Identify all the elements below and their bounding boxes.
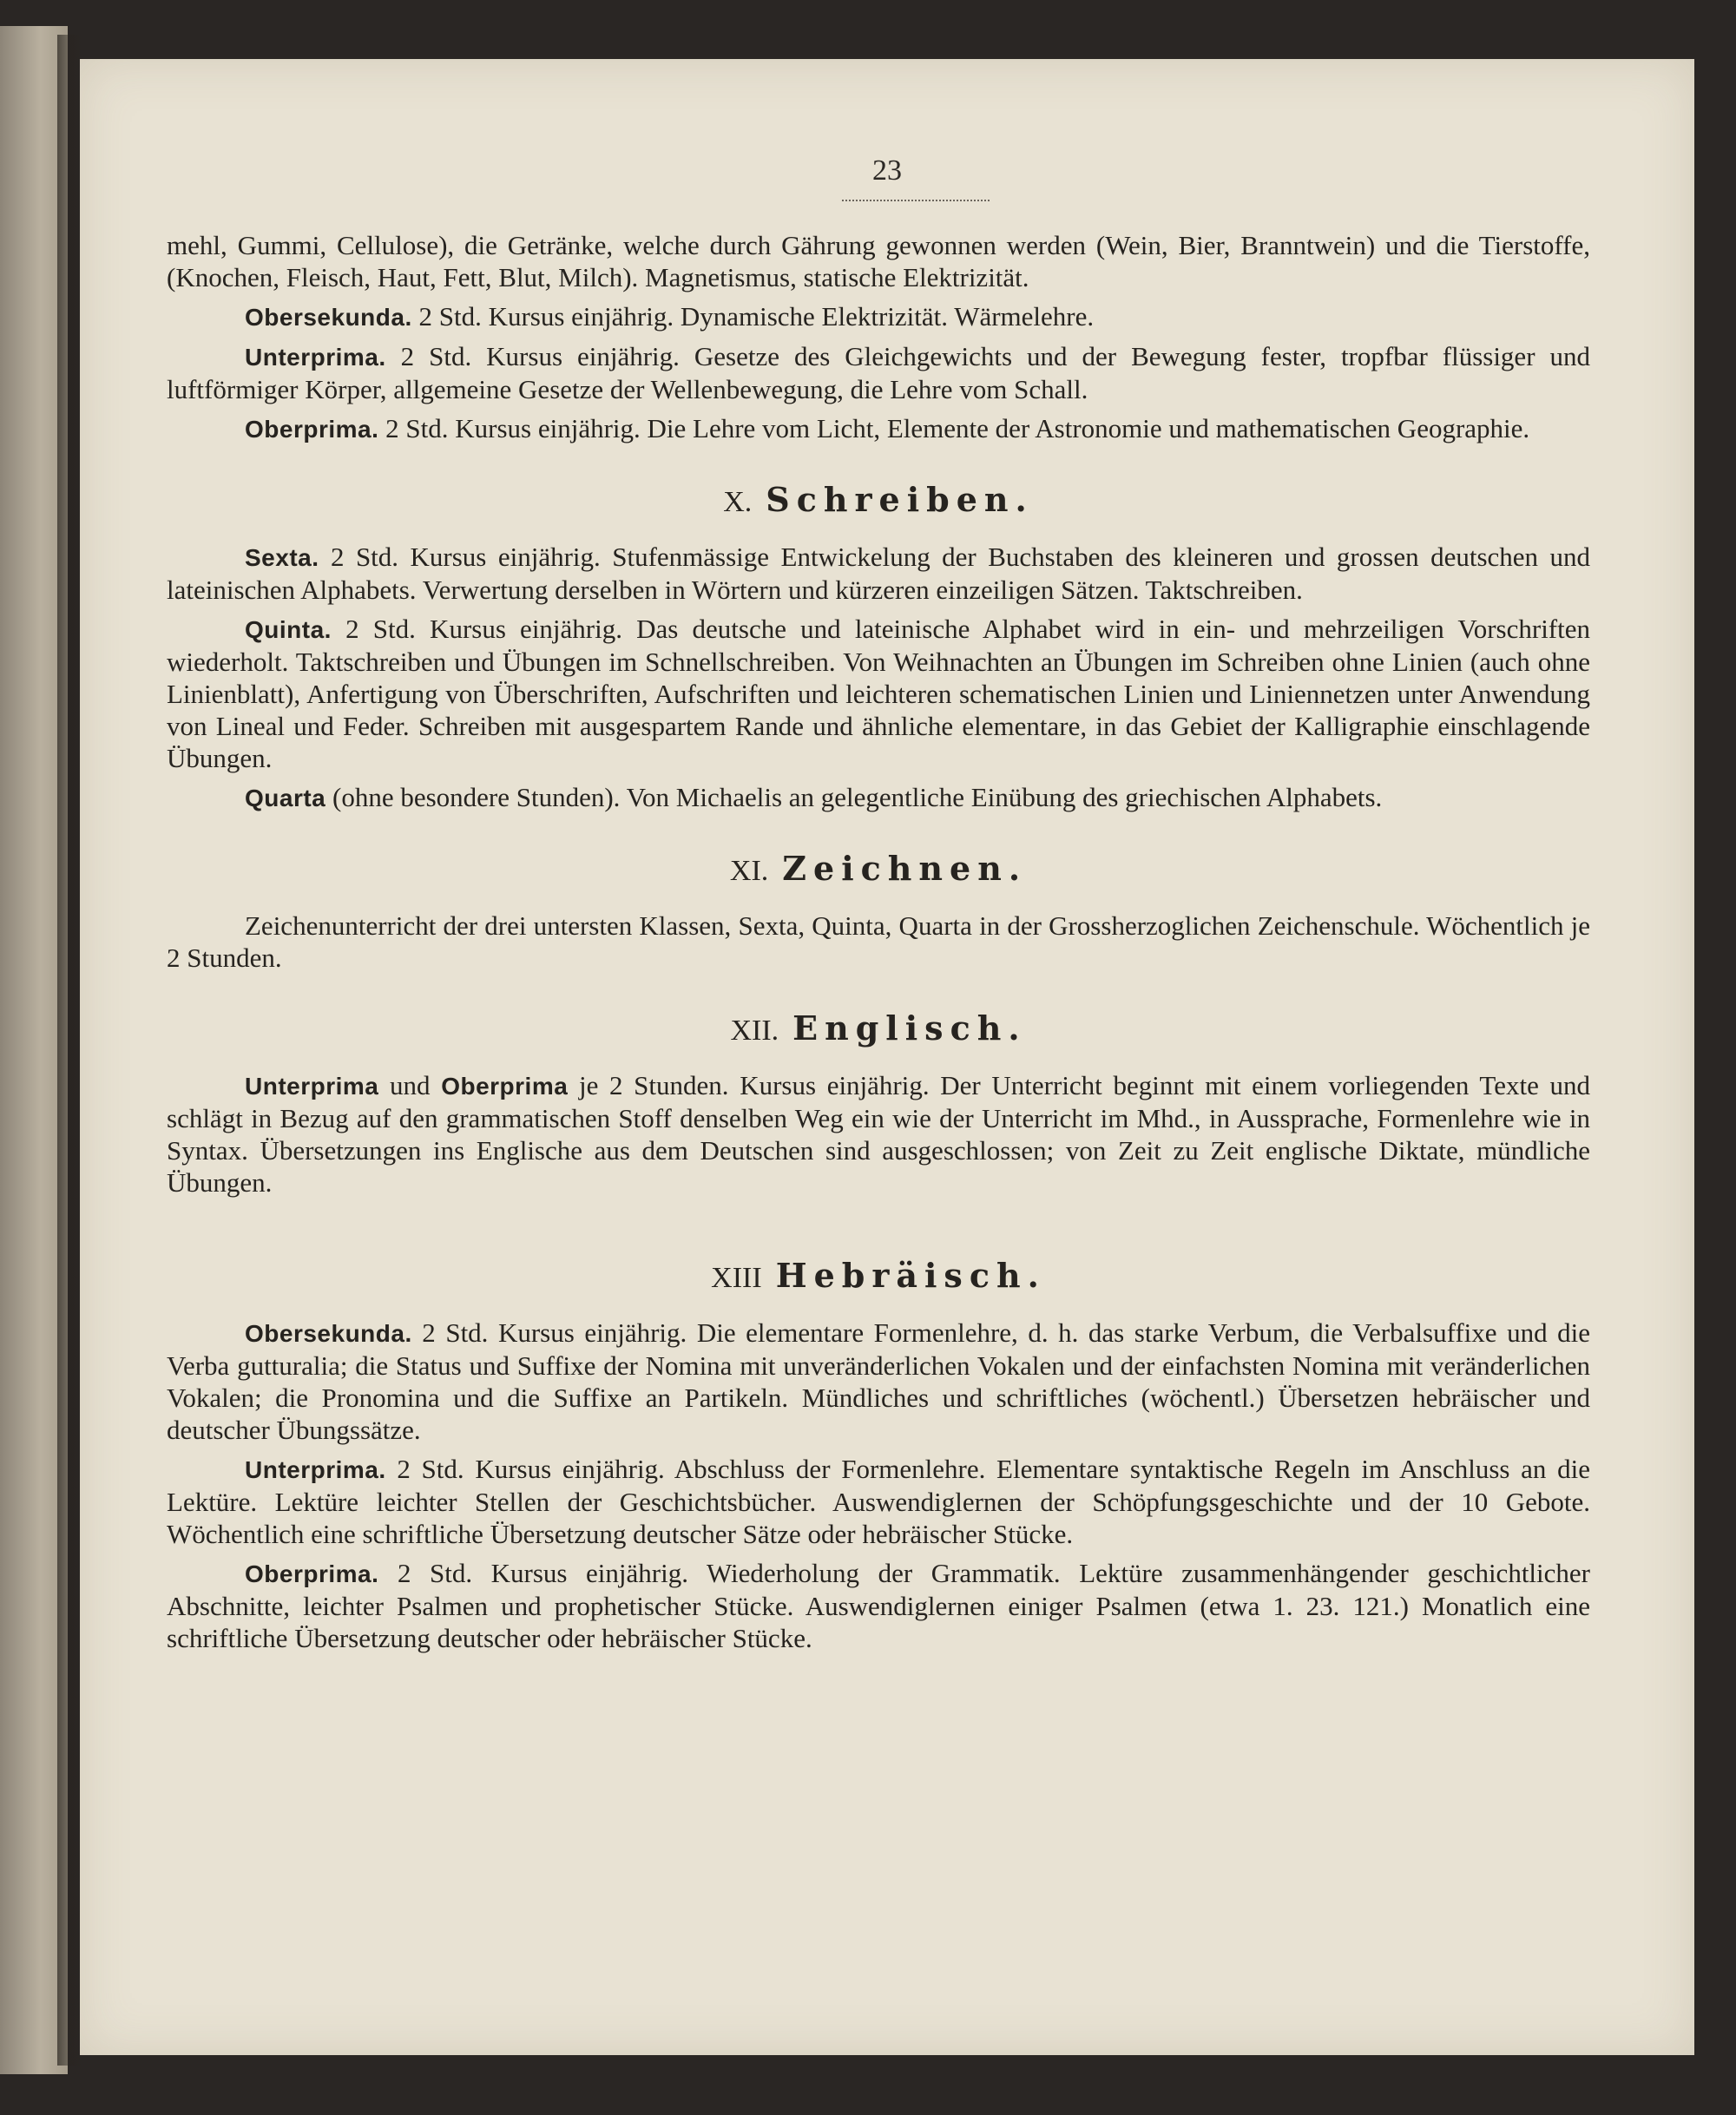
section-number: XIII xyxy=(711,1262,762,1294)
section-title: Schreiben. xyxy=(766,480,1034,519)
hebraeisch-oberprima xyxy=(167,1557,1590,1654)
zeichnen-paragraph: Zeichenunterricht der drei untersten Klassen, Sexta, Quinta, Quarta in der Grossherzoglichen Zeichenschule. Wöchentlich je 2 Stunden. xyxy=(167,910,1590,973)
section-number: XII. xyxy=(730,1015,779,1047)
schreiben-quinta xyxy=(167,613,1590,774)
page-number: 23 xyxy=(872,154,902,187)
physik-obersekunda xyxy=(167,300,1590,333)
paragraph-text: 2 Std. Kursus einjährig. Dynamische Elektrizität. Wärmelehre. xyxy=(411,301,1095,332)
section-number: X. xyxy=(723,486,753,518)
paragraph-text: 2 Std. Kursus einjährig. Die elementare Formenlehre, d. h. das starke Verbum, die Verbalsuffixe und die Verba gutturalia; die Status und Suffixe der Nomina mit unveränderlichen Vokalen und der einfachsten Nomina mit veränderlichen Vokalen; die Pronomina und die Suffixe an Partikeln. Mündliches und schriftliches (wöchentl.) Übersetzen hebräischer und deutscher Übungssätze. xyxy=(167,1317,1590,1445)
paragraph-text: 2 Std. Kursus einjährig. Die Lehre vom Licht, Elemente der Astronomie und mathematischen Geographie. xyxy=(378,413,1530,443)
schreiben-quarta xyxy=(167,781,1590,814)
hebraeisch-unterprima xyxy=(167,1453,1590,1550)
page-content xyxy=(167,229,1590,1654)
hebraeisch-obersekunda xyxy=(167,1317,1590,1446)
section-heading-englisch xyxy=(167,1008,1590,1048)
paragraph-text: 2 Std. Kursus einjährig. Abschluss der Formenlehre. Elementare syntaktische Regeln im Anschluss an die Lektüre. Lektüre leichter Stellen der Geschichtsbücher. Auswendiglernen der Schöpfungsgeschichte und der 10 Gebote. Wöchentlich eine schriftliche Übersetzung deutscher Sätze oder hebräischer Stücke. xyxy=(167,1454,1590,1549)
class-label: Unterprima. xyxy=(245,344,386,371)
class-label: Unterprima xyxy=(245,1073,379,1100)
section-title: Englisch. xyxy=(792,1008,1027,1048)
page-number-ornament xyxy=(842,194,990,201)
paragraph-text: (ohne besondere Stunden). Von Michaelis an gelegentliche Einübung des griechischen Alphabets. xyxy=(326,782,1383,812)
paragraph-text: 2 Std. Kursus einjährig. Stufenmässige Entwickelung der Buchstaben des kleineren und grossen deutschen und lateinischen Alphabets. Verwertung derselben in Wörtern und kürzeren einzeiligen Sätzen. Taktschreiben. xyxy=(167,542,1590,605)
class-label: Quarta xyxy=(245,785,326,811)
class-label: Quinta. xyxy=(245,616,332,643)
section-heading-hebraeisch xyxy=(167,1256,1590,1295)
class-label: Oberprima. xyxy=(245,1560,379,1587)
paragraph-text: je 2 Stunden. Kursus einjährig. Der Unterricht beginnt mit einem vorliegenden Texte und schlägt in Bezug auf den grammatischen Stoff denselben Weg ein wie der Unterricht im Mhd., in Aussprache, Formenlehre wie in Syntax. Übersetzungen ins Englische aus dem Deutschen sind ausgeschlossen; von Zeit zu Zeit englische Diktate, mündliche Übungen. xyxy=(167,1070,1590,1198)
connector-text: und xyxy=(378,1070,442,1100)
class-label: Obersekunda. xyxy=(245,304,412,331)
paragraph-text: 2 Std. Kursus einjährig. Gesetze des Gleichgewichts und der Bewegung fester, tropfbar flüssiger und luftförmiger Körper, allgemeine Gesetze der Wellenbewegung, die Lehre vom Schall. xyxy=(167,341,1590,404)
class-label: Unterprima. xyxy=(245,1456,386,1483)
section-title: Zeichnen. xyxy=(782,849,1028,888)
section-heading-schreiben xyxy=(167,480,1590,519)
section-heading-zeichnen xyxy=(167,849,1590,888)
physik-oberprima xyxy=(167,412,1590,445)
section-title: Hebräisch. xyxy=(775,1256,1046,1295)
intro-paragraph: mehl, Gummi, Cellulose), die Getränke, welche durch Gährung gewonnen werden (Wein, Bier, Branntwein) und die Tierstoffe, (Knochen, Fleisch, Haut, Fett, Blut, Milch). Magnetismus, statische Elektrizität. xyxy=(167,230,1590,292)
englisch-paragraph xyxy=(167,1069,1590,1199)
class-label: Oberprima. xyxy=(245,416,379,443)
class-label: Oberprima xyxy=(441,1073,569,1100)
paragraph-text: 2 Std. Kursus einjährig. Das deutsche und lateinische Alphabet wird in ein- und mehrzeiligen Vorschriften wiederholt. Taktschreiben und Übungen im Schnellschreiben. Von Weihnachten an Übungen im Schreiben ohne Linien (auch ohne Linienblatt), Anfertigung von Überschriften, Aufschriften und leichteren schematischen Linien und Liniennetzen unter Anwendung von Lineal und Feder. Schreiben mit ausgespartem Rande und ähnliche elementare, in das Gebiet der Kalligraphie einschlagende Übungen. xyxy=(167,614,1590,773)
physik-unterprima xyxy=(167,340,1590,405)
schreiben-sexta xyxy=(167,541,1590,606)
paragraph-text: 2 Std. Kursus einjährig. Wiederholung der Grammatik. Lektüre zusammenhängender geschichtlicher Abschnitte, leichter Psalmen und prophetischer Stücke. Auswendiglernen einiger Psalmen (etwa 1. 23. 121.) Monatlich eine schriftliche Übersetzung deutscher oder hebräischer Stücke. xyxy=(167,1558,1590,1653)
section-number: XI. xyxy=(729,855,769,887)
document-page xyxy=(80,59,1694,2055)
class-label: Obersekunda. xyxy=(245,1320,412,1347)
class-label: Sexta. xyxy=(245,544,319,571)
